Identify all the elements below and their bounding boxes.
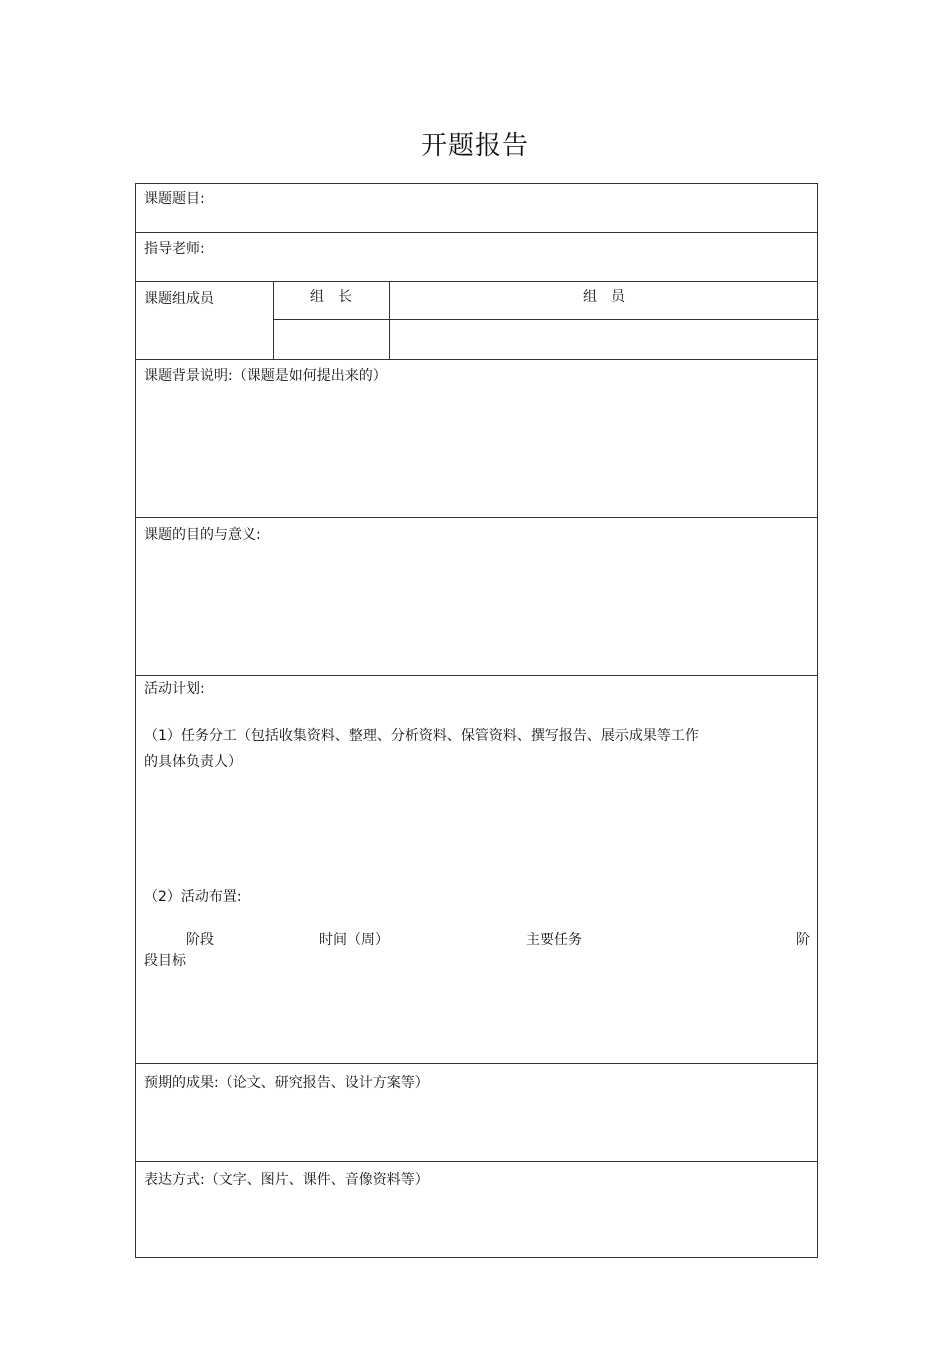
advisor-label: 指导老师: xyxy=(144,241,205,257)
task-division-line1: （1）任务分工（包括收集资料、整理、分析资料、保管资料、撰写报告、展示成果等工作 xyxy=(144,728,699,744)
leader-column-header: 组 长 xyxy=(310,289,352,305)
row-divider xyxy=(136,675,817,676)
main-task-column-label: 主要任务 xyxy=(526,932,582,948)
arrangement-label: （2）活动布置: xyxy=(144,889,242,905)
plan-label: 活动计划: xyxy=(144,681,205,697)
row-divider xyxy=(136,232,817,233)
topic-label: 课题题目: xyxy=(144,191,205,207)
row-divider xyxy=(136,281,817,282)
time-column-label: 时间（周） xyxy=(319,932,389,948)
expression-method-label: 表达方式:（文字、图片、课件、音像资料等） xyxy=(144,1172,429,1188)
stage-column-label: 阶段 xyxy=(186,932,214,948)
members-label: 课题组成员 xyxy=(144,291,214,307)
proposal-form-table xyxy=(135,183,818,1258)
row-divider xyxy=(136,359,817,360)
members-subrow-divider xyxy=(273,319,819,320)
page-title: 开题报告 xyxy=(420,131,529,161)
expected-results-label: 预期的成果:（论文、研究报告、设计方案等） xyxy=(144,1075,429,1091)
member-column-header: 组 员 xyxy=(583,289,625,305)
task-division-line2: 的具体负责人） xyxy=(144,754,242,770)
purpose-label: 课题的目的与意义: xyxy=(144,527,261,543)
row-divider xyxy=(136,517,817,518)
row-divider xyxy=(136,1161,817,1162)
stage-goal-label-part1: 阶 xyxy=(796,932,810,948)
stage-goal-label-part2: 段目标 xyxy=(144,953,186,969)
background-label: 课题背景说明:（课题是如何提出来的） xyxy=(144,368,387,384)
row-divider xyxy=(136,1063,817,1064)
